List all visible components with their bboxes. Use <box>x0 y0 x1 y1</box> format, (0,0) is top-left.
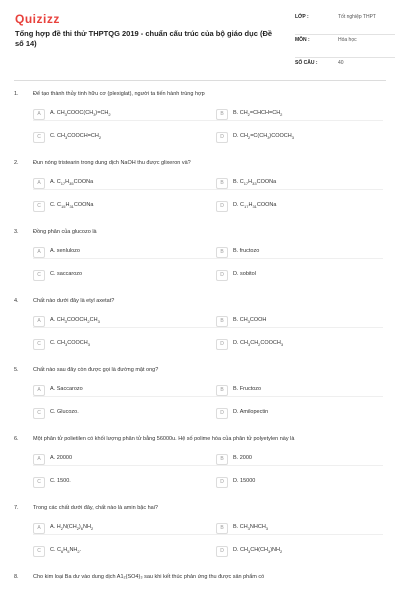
option-letter-box: D <box>216 132 228 143</box>
answer-option-b[interactable] <box>216 246 394 258</box>
option-letter-box: C <box>33 132 45 143</box>
option-letter-box: A <box>33 247 45 258</box>
option-text: D. $CH_3CH(CH_3)NH_2$ <box>233 547 283 555</box>
answer-option-d[interactable] <box>216 545 394 557</box>
option-text: A. $H_2N(CH_2)_6NH_2$ <box>50 524 94 532</box>
answer-option-d[interactable] <box>216 200 394 212</box>
answer-option-d[interactable] <box>216 407 394 419</box>
answer-option-b[interactable] <box>216 315 394 327</box>
question-text: Cho kim loại Ba dư vào dung dịch A1₂(SO4)₃ sau khi kết thúc phản ứng thu được sản phẩm có <box>33 574 265 580</box>
question-number: 8. <box>14 574 19 580</box>
option-letter-box: D <box>216 408 228 419</box>
answer-option-a[interactable] <box>33 108 211 120</box>
option-text: D. sobitol <box>233 271 256 277</box>
option-letter-box: A <box>33 454 45 465</box>
option-letter-box: B <box>216 454 228 465</box>
option-text: B. $CH_2=CHCH=CH_2$ <box>233 110 283 118</box>
answer-option-b[interactable] <box>216 453 394 465</box>
meta-value: Tốt nghiệp THPT <box>338 14 376 20</box>
answer-option-c[interactable] <box>33 407 211 419</box>
option-letter-box: C <box>33 546 45 557</box>
option-letter-box: B <box>216 385 228 396</box>
answer-option-a[interactable] <box>33 177 211 189</box>
option-letter-box: D <box>216 339 228 350</box>
question-text: Trong các chất dưới đây, chất nào là amin bậc hai? <box>33 505 158 511</box>
option-text: B. 2000 <box>233 455 252 461</box>
question-text: Chất nào dưới đây là etyl axetat? <box>33 298 115 304</box>
option-text: D. $CH_2=C(CH_3)COOCH_3$ <box>233 133 294 141</box>
option-letter-box: D <box>216 201 228 212</box>
option-row-divider <box>33 258 383 259</box>
header-divider <box>14 80 386 81</box>
answer-option-d[interactable] <box>216 131 394 143</box>
question-number: 1. <box>14 91 19 97</box>
answer-option-b[interactable] <box>216 522 394 534</box>
option-text: A. $CH_3COOCH_2CH_3$ <box>50 317 100 325</box>
question-number: 2. <box>14 160 19 166</box>
answer-option-a[interactable] <box>33 315 211 327</box>
option-letter-box: D <box>216 477 228 488</box>
answer-option-b[interactable] <box>216 384 394 396</box>
option-row-divider <box>33 327 383 328</box>
meta-row-class <box>295 12 395 35</box>
option-text: D. Amilopectin <box>233 409 269 415</box>
option-letter-box: D <box>216 270 228 281</box>
option-text: B. Fructozo <box>233 386 262 392</box>
option-text: B. fructozo <box>233 248 260 254</box>
answer-option-c[interactable] <box>33 338 211 350</box>
option-text: B. $CH_3COOH$ <box>233 317 267 325</box>
question-number: 7. <box>14 505 19 511</box>
question-number: 6. <box>14 436 19 442</box>
answer-option-a[interactable] <box>33 246 211 258</box>
question-number: 4. <box>14 298 19 304</box>
option-text: A. Saccarozo <box>50 386 83 392</box>
option-text: C. $CH_3COOCH_3$ <box>50 340 90 348</box>
option-text: C. Glucozo. <box>50 409 79 415</box>
answer-option-d[interactable] <box>216 338 394 350</box>
option-text: D. $CH_3CH_2COOCH_3$ <box>233 340 284 348</box>
answer-option-c[interactable] <box>33 269 211 281</box>
option-letter-box: A <box>33 316 45 327</box>
question-text: Một phân tử polietilen có khối lượng phân tử bằng 56000u. Hệ số polime hóa của phân tử polyetylen này là <box>33 436 295 442</box>
option-text: B. $CH_3NHCH_3$ <box>233 524 269 532</box>
option-letter-box: B <box>216 247 228 258</box>
option-letter-box: B <box>216 178 228 189</box>
option-row-divider <box>33 189 383 190</box>
option-text: D. $C_{17}H_{31}COONa$ <box>233 202 277 210</box>
meta-row-subject <box>295 35 395 58</box>
option-text: A. xenlulozo <box>50 248 80 254</box>
option-letter-box: B <box>216 316 228 327</box>
option-row-divider <box>33 465 383 466</box>
option-text: B. $C_{17}H_{33}COONa$ <box>233 179 277 187</box>
question-text: Để tạo thành thủy tinh hữu cơ (plexiglat), người ta tiến hành trùng hợp <box>33 91 205 97</box>
question-text: Chất nào sau đây còn được gọi là đường mật ong? <box>33 367 159 373</box>
quizizz-logo: Quizizz <box>15 12 60 26</box>
worksheet-title: Tổng hợp đề thi thử THPTQG 2019 - chuẩn cấu trúc của bộ giáo dục (Đề số 14) <box>15 29 273 48</box>
option-letter-box: A <box>33 523 45 534</box>
option-letter-box: C <box>33 201 45 212</box>
option-letter-box: B <box>216 109 228 120</box>
meta-value: Hóa học <box>338 37 357 43</box>
meta-row-count <box>295 58 395 80</box>
option-text: C. $C_{15}H_{31}COONa$ <box>50 202 94 210</box>
option-text: C. $C_6H_5NH_2$. <box>50 547 82 555</box>
answer-option-c[interactable] <box>33 545 211 557</box>
worksheet-header <box>0 0 400 80</box>
option-letter-box: A <box>33 385 45 396</box>
option-text: C. 1500. <box>50 478 71 484</box>
option-letter-box: C <box>33 477 45 488</box>
answer-option-a[interactable] <box>33 384 211 396</box>
answer-option-d[interactable] <box>216 476 394 488</box>
option-text: A. 20000 <box>50 455 73 461</box>
option-letter-box: A <box>33 178 45 189</box>
answer-option-d[interactable] <box>216 269 394 281</box>
answer-option-b[interactable] <box>216 108 394 120</box>
option-text: D. 15000 <box>233 478 256 484</box>
option-letter-box: C <box>33 339 45 350</box>
question-text: Đồng phân của glucozo là <box>33 229 97 235</box>
option-text: C. $CH_3COOCH=CH_2$ <box>50 133 102 141</box>
option-letter-box: C <box>33 270 45 281</box>
option-letter-box: C <box>33 408 45 419</box>
answer-option-b[interactable] <box>216 177 394 189</box>
answer-option-c[interactable] <box>33 131 211 143</box>
answer-option-a[interactable] <box>33 453 211 465</box>
answer-option-c[interactable] <box>33 476 211 488</box>
question-text: Đun nóng tristearin trong dung dịch NaOH thu được glixeron và? <box>33 160 191 166</box>
option-row-divider <box>33 120 383 121</box>
option-text: A. $C_{17}H_{35}COONa$ <box>50 179 94 187</box>
meta-label: SỐ CÂU : <box>295 60 318 66</box>
option-letter-box: D <box>216 546 228 557</box>
option-row-divider <box>33 534 383 535</box>
question-number: 3. <box>14 229 19 235</box>
meta-label: LỚP : <box>295 14 309 20</box>
option-row-divider <box>33 396 383 397</box>
option-letter-box: B <box>216 523 228 534</box>
meta-value: 40 <box>338 60 344 66</box>
option-text: A. $CH_3COOC(CH_3)=CH_2$ <box>50 110 111 118</box>
question-number: 5. <box>14 367 19 373</box>
answer-option-a[interactable] <box>33 522 211 534</box>
answer-option-c[interactable] <box>33 200 211 212</box>
option-text: C. saccarozo <box>50 271 83 277</box>
worksheet-meta <box>295 12 395 80</box>
option-letter-box: A <box>33 109 45 120</box>
meta-label: MÔN : <box>295 37 310 43</box>
